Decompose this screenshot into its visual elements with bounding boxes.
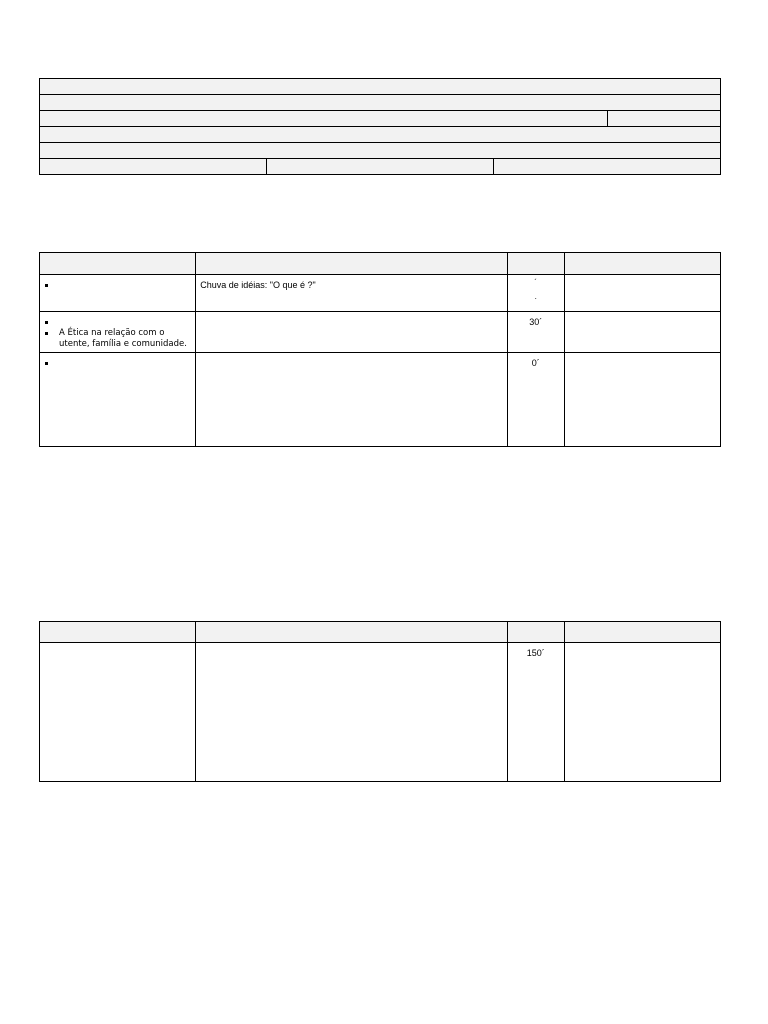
table-row — [40, 643, 721, 782]
time-cell — [507, 312, 564, 353]
content-list — [40, 275, 195, 291]
time-cell — [507, 643, 564, 782]
bullet-icon — [45, 332, 48, 335]
info-row — [40, 143, 721, 159]
info-cell — [267, 159, 494, 175]
content-cell — [40, 275, 196, 312]
time-value: 30´ — [529, 317, 543, 327]
list-item — [44, 317, 191, 328]
content-list — [40, 312, 195, 350]
info-cell — [494, 159, 721, 175]
info-row — [40, 111, 721, 127]
content-list — [40, 353, 195, 369]
resources-cell — [564, 275, 720, 312]
list-item — [44, 358, 191, 369]
info-cell — [607, 111, 721, 127]
info-row — [40, 79, 721, 95]
activity-text: Chuva de idéias: "O que é ?" — [200, 280, 316, 290]
resources-cell — [564, 353, 720, 447]
header-cell — [564, 253, 720, 275]
resources-cell — [564, 643, 720, 782]
info-cell — [40, 127, 721, 143]
table-header-row — [40, 622, 721, 643]
activity-cell — [196, 643, 507, 782]
header-cell — [507, 253, 564, 275]
header-cell — [196, 253, 507, 275]
header-cell — [40, 622, 196, 643]
time-mark: ´ — [534, 278, 538, 287]
plan-table-2 — [39, 621, 721, 782]
content-cell — [40, 643, 196, 782]
bullet-icon — [45, 321, 48, 324]
bullet-icon — [45, 362, 48, 365]
table-row — [40, 312, 721, 353]
time-cell — [507, 275, 564, 312]
table-row — [40, 275, 721, 312]
table-header-row — [40, 253, 721, 275]
activity-cell — [196, 275, 507, 312]
time-mark: . — [534, 292, 537, 301]
list-item — [44, 280, 191, 291]
info-cell — [40, 159, 267, 175]
info-row — [40, 127, 721, 143]
header-cell — [564, 622, 720, 643]
resources-cell — [564, 312, 720, 353]
info-cell — [40, 111, 608, 127]
bullet-icon — [45, 284, 48, 287]
plan-table-1 — [39, 252, 721, 447]
list-item-text: A Ética na relação com o utente, família e comunidade. — [59, 328, 187, 349]
activity-cell — [196, 312, 507, 353]
info-table — [39, 78, 721, 175]
info-row — [40, 159, 721, 175]
time-value: 0´ — [531, 358, 540, 368]
content-cell — [40, 312, 196, 353]
header-cell — [40, 253, 196, 275]
list-item — [44, 328, 191, 350]
content-cell — [40, 353, 196, 447]
table-row — [40, 353, 721, 447]
header-cell — [507, 622, 564, 643]
activity-cell — [196, 353, 507, 447]
info-cell — [40, 95, 721, 111]
info-row — [40, 95, 721, 111]
info-cell — [40, 79, 721, 95]
time-cell — [507, 353, 564, 447]
time-value: 150´ — [526, 648, 545, 658]
header-cell — [196, 622, 507, 643]
info-cell — [40, 143, 721, 159]
